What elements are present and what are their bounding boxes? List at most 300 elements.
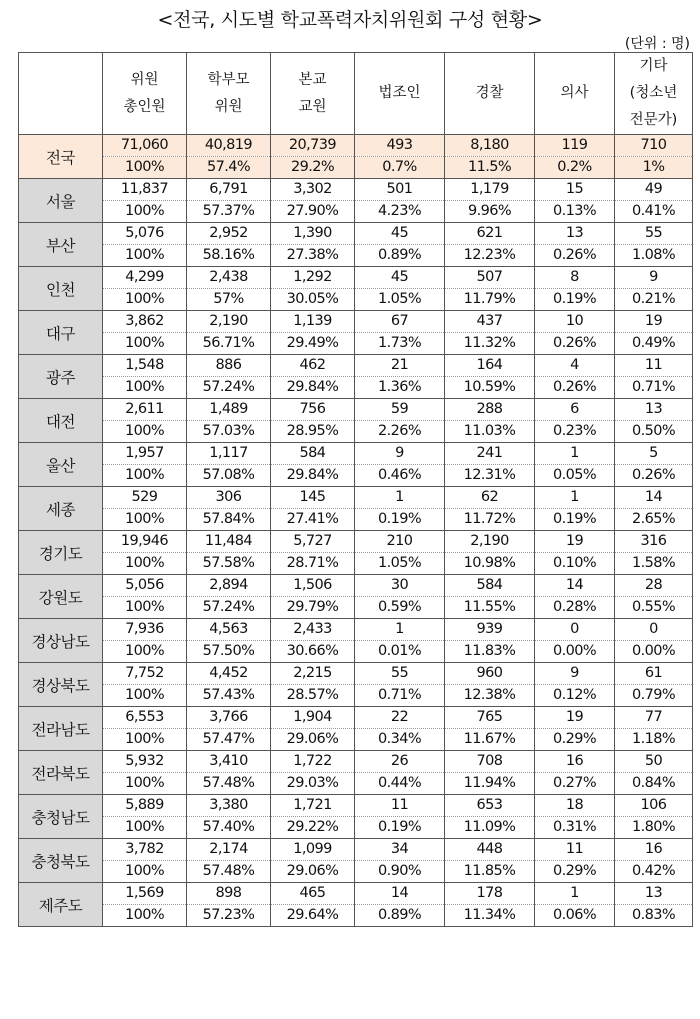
- count-cell: 306: [187, 487, 271, 509]
- percent-cell: 29.79%: [271, 597, 355, 619]
- percent-cell: 29.84%: [271, 377, 355, 399]
- percent-cell: 0.41%: [615, 201, 693, 223]
- count-cell: 2,190: [187, 311, 271, 333]
- count-cell: 1: [535, 443, 615, 465]
- percent-cell: 57.03%: [187, 421, 271, 443]
- count-cell: 1,904: [271, 707, 355, 729]
- count-cell: 164: [445, 355, 535, 377]
- count-cell: 9: [355, 443, 445, 465]
- percent-cell: 0.29%: [535, 861, 615, 883]
- percent-cell: 11.79%: [445, 289, 535, 311]
- percent-cell: 28.95%: [271, 421, 355, 443]
- percent-cell: 11.94%: [445, 773, 535, 795]
- percent-cell: 10.59%: [445, 377, 535, 399]
- count-cell: 11,837: [103, 179, 187, 201]
- percent-cell: 0.28%: [535, 597, 615, 619]
- header-label: (청소년: [629, 85, 678, 101]
- percent-cell: 57.48%: [187, 861, 271, 883]
- region-name: 경상북도: [19, 663, 103, 707]
- percent-cell: 12.31%: [445, 465, 535, 487]
- percent-cell: 30.66%: [271, 641, 355, 663]
- percent-cell: 11.09%: [445, 817, 535, 839]
- count-cell: 59: [355, 399, 445, 421]
- region-percent-row: [19, 773, 693, 795]
- percent-cell: 100%: [103, 685, 187, 707]
- header-label: 전문가): [629, 112, 678, 128]
- count-cell: 19: [535, 531, 615, 553]
- percent-cell: 27.90%: [271, 201, 355, 223]
- count-cell: 8: [535, 267, 615, 289]
- count-cell: 2,438: [187, 267, 271, 289]
- percent-cell: 0.46%: [355, 465, 445, 487]
- count-cell: 3,766: [187, 707, 271, 729]
- percent-cell: 0.83%: [615, 905, 693, 927]
- region-percent-row: [19, 421, 693, 443]
- percent-cell: 57.47%: [187, 729, 271, 751]
- percent-cell: 1.80%: [615, 817, 693, 839]
- header-total-members: [103, 53, 187, 135]
- percent-cell: 0.90%: [355, 861, 445, 883]
- region-count-row: [19, 179, 693, 201]
- percent-cell: 0.13%: [535, 201, 615, 223]
- count-cell: 529: [103, 487, 187, 509]
- percent-cell: 100%: [103, 421, 187, 443]
- count-cell: 26: [355, 751, 445, 773]
- percent-cell: 100%: [103, 201, 187, 223]
- region-count-row: [19, 619, 693, 641]
- count-cell: 1,099: [271, 839, 355, 861]
- header-label: 경찰: [475, 85, 504, 101]
- region-percent-row: [19, 289, 693, 311]
- region-name: 부산: [19, 223, 103, 267]
- percent-cell: 1.73%: [355, 333, 445, 355]
- percent-cell: 57.24%: [187, 377, 271, 399]
- count-cell: 3,862: [103, 311, 187, 333]
- percent-cell: 0.05%: [535, 465, 615, 487]
- count-cell: 5,727: [271, 531, 355, 553]
- page-title: <전국, 시도별 학교폭력자치위원회 구성 현황>: [157, 9, 543, 31]
- count-cell: 11,484: [187, 531, 271, 553]
- count-cell: 2,433: [271, 619, 355, 641]
- percent-cell: 57.08%: [187, 465, 271, 487]
- percent-cell: 29.03%: [271, 773, 355, 795]
- region-percent-row: [19, 201, 693, 223]
- count-cell: 15: [535, 179, 615, 201]
- percent-cell: 29.64%: [271, 905, 355, 927]
- percent-cell: 100%: [103, 245, 187, 267]
- count-cell: 507: [445, 267, 535, 289]
- count-cell: 7,936: [103, 619, 187, 641]
- count-cell: 21: [355, 355, 445, 377]
- region-name: 경상남도: [19, 619, 103, 663]
- count-cell: 1,721: [271, 795, 355, 817]
- region-name: 경기도: [19, 531, 103, 575]
- percent-cell: 100%: [103, 773, 187, 795]
- count-cell: 67: [355, 311, 445, 333]
- count-cell: 437: [445, 311, 535, 333]
- header-legal-experts: [355, 53, 445, 135]
- count-cell: 6,791: [187, 179, 271, 201]
- count-cell: 584: [271, 443, 355, 465]
- region-percent-row: [19, 641, 693, 663]
- count-cell: 19: [615, 311, 693, 333]
- count-cell: 119: [535, 135, 615, 157]
- percent-cell: 29.22%: [271, 817, 355, 839]
- count-cell: 8,180: [445, 135, 535, 157]
- region-name: 강원도: [19, 575, 103, 619]
- percent-cell: 100%: [103, 553, 187, 575]
- region-percent-row: [19, 377, 693, 399]
- header-others: [615, 53, 693, 135]
- region-count-row: [19, 531, 693, 553]
- count-cell: 5: [615, 443, 693, 465]
- percent-cell: 1.05%: [355, 289, 445, 311]
- count-cell: 2,611: [103, 399, 187, 421]
- region-name: 세종: [19, 487, 103, 531]
- count-cell: 62: [445, 487, 535, 509]
- region-percent-row: [19, 861, 693, 883]
- count-cell: 653: [445, 795, 535, 817]
- region-name: 제주도: [19, 883, 103, 927]
- count-cell: 14: [355, 883, 445, 905]
- count-cell: 1,390: [271, 223, 355, 245]
- percent-cell: 9.96%: [445, 201, 535, 223]
- percent-cell: 1.08%: [615, 245, 693, 267]
- region-name: 전라남도: [19, 707, 103, 751]
- count-cell: 16: [615, 839, 693, 861]
- percent-cell: 0.71%: [355, 685, 445, 707]
- region-percent-row: [19, 817, 693, 839]
- count-cell: 886: [187, 355, 271, 377]
- count-cell: 145: [271, 487, 355, 509]
- percent-cell: 1.18%: [615, 729, 693, 751]
- region-percent-row: [19, 333, 693, 355]
- count-cell: 448: [445, 839, 535, 861]
- count-cell: 4,299: [103, 267, 187, 289]
- percent-cell: 27.38%: [271, 245, 355, 267]
- percent-cell: 0.10%: [535, 553, 615, 575]
- percent-cell: 57.84%: [187, 509, 271, 531]
- count-cell: 465: [271, 883, 355, 905]
- region-count-row: [19, 575, 693, 597]
- region-percent-row: [19, 465, 693, 487]
- percent-cell: 56.71%: [187, 333, 271, 355]
- count-cell: 11: [355, 795, 445, 817]
- count-cell: 3,410: [187, 751, 271, 773]
- count-cell: 30: [355, 575, 445, 597]
- region-count-row: [19, 751, 693, 773]
- count-cell: 71,060: [103, 135, 187, 157]
- count-cell: 493: [355, 135, 445, 157]
- percent-cell: 0.19%: [535, 289, 615, 311]
- count-cell: 6,553: [103, 707, 187, 729]
- percent-cell: 0.79%: [615, 685, 693, 707]
- percent-cell: 0.19%: [355, 817, 445, 839]
- percent-cell: 100%: [103, 289, 187, 311]
- count-cell: 0: [615, 619, 693, 641]
- percent-cell: 0.34%: [355, 729, 445, 751]
- percent-cell: 10.98%: [445, 553, 535, 575]
- count-cell: 210: [355, 531, 445, 553]
- count-cell: 2,215: [271, 663, 355, 685]
- percent-cell: 11.5%: [445, 157, 535, 179]
- count-cell: 55: [615, 223, 693, 245]
- unit-note: (단위 : 명): [624, 36, 690, 52]
- percent-cell: 0.71%: [615, 377, 693, 399]
- region-count-row: [19, 267, 693, 289]
- region-count-row: [19, 311, 693, 333]
- header-label: 의사: [560, 85, 589, 101]
- count-cell: 19,946: [103, 531, 187, 553]
- region-name: 충청북도: [19, 839, 103, 883]
- percent-cell: 100%: [103, 509, 187, 531]
- header-label: 총인원: [123, 98, 166, 115]
- header-parent-members: [187, 53, 271, 135]
- table-body: [19, 135, 693, 927]
- count-cell: 13: [615, 883, 693, 905]
- region-count-row: [19, 223, 693, 245]
- header-label: 위원: [214, 98, 243, 115]
- percent-cell: 11.67%: [445, 729, 535, 751]
- header-label: 본교: [298, 71, 327, 88]
- percent-cell: 1.58%: [615, 553, 693, 575]
- count-cell: 765: [445, 707, 535, 729]
- percent-cell: 1%: [615, 157, 693, 179]
- percent-cell: 57%: [187, 289, 271, 311]
- percent-cell: 57.4%: [187, 157, 271, 179]
- percent-cell: 11.03%: [445, 421, 535, 443]
- percent-cell: 1.36%: [355, 377, 445, 399]
- region-count-row: [19, 135, 693, 157]
- count-cell: 178: [445, 883, 535, 905]
- percent-cell: 28.57%: [271, 685, 355, 707]
- count-cell: 898: [187, 883, 271, 905]
- count-cell: 1,548: [103, 355, 187, 377]
- count-cell: 28: [615, 575, 693, 597]
- count-cell: 61: [615, 663, 693, 685]
- header-label: 기타: [639, 58, 668, 74]
- region-percent-row: [19, 597, 693, 619]
- count-cell: 501: [355, 179, 445, 201]
- percent-cell: 57.24%: [187, 597, 271, 619]
- percent-cell: 0.01%: [355, 641, 445, 663]
- region-count-row: [19, 355, 693, 377]
- region-name: 대전: [19, 399, 103, 443]
- count-cell: 6: [535, 399, 615, 421]
- count-cell: 19: [535, 707, 615, 729]
- percent-cell: 27.41%: [271, 509, 355, 531]
- percent-cell: 100%: [103, 377, 187, 399]
- percent-cell: 57.58%: [187, 553, 271, 575]
- percent-cell: 100%: [103, 905, 187, 927]
- count-cell: 710: [615, 135, 693, 157]
- count-cell: 1: [535, 487, 615, 509]
- percent-cell: 0.00%: [615, 641, 693, 663]
- percent-cell: 0.59%: [355, 597, 445, 619]
- percent-cell: 11.72%: [445, 509, 535, 531]
- region-percent-row: [19, 905, 693, 927]
- region-count-row: [19, 487, 693, 509]
- percent-cell: 11.55%: [445, 597, 535, 619]
- count-cell: 241: [445, 443, 535, 465]
- region-count-row: [19, 399, 693, 421]
- region-percent-row: [19, 157, 693, 179]
- region-name: 서울: [19, 179, 103, 223]
- region-percent-row: [19, 729, 693, 751]
- region-percent-row: [19, 509, 693, 531]
- header-school-teachers: [271, 53, 355, 135]
- count-cell: 960: [445, 663, 535, 685]
- count-cell: 1,292: [271, 267, 355, 289]
- region-count-row: [19, 443, 693, 465]
- count-cell: 49: [615, 179, 693, 201]
- count-cell: 34: [355, 839, 445, 861]
- count-cell: 10: [535, 311, 615, 333]
- region-name: 충청남도: [19, 795, 103, 839]
- count-cell: 1,957: [103, 443, 187, 465]
- count-cell: 1,179: [445, 179, 535, 201]
- count-cell: 708: [445, 751, 535, 773]
- region-name: 전라북도: [19, 751, 103, 795]
- region-percent-row: [19, 245, 693, 267]
- count-cell: 2,190: [445, 531, 535, 553]
- count-cell: 11: [615, 355, 693, 377]
- header-doctors: [535, 53, 615, 135]
- count-cell: 16: [535, 751, 615, 773]
- count-cell: 4,452: [187, 663, 271, 685]
- percent-cell: 57.50%: [187, 641, 271, 663]
- count-cell: 1,489: [187, 399, 271, 421]
- percent-cell: 100%: [103, 641, 187, 663]
- count-cell: 13: [535, 223, 615, 245]
- header-label: 교원: [298, 98, 327, 115]
- percent-cell: 0.26%: [615, 465, 693, 487]
- count-cell: 3,380: [187, 795, 271, 817]
- count-cell: 756: [271, 399, 355, 421]
- percent-cell: 0.89%: [355, 245, 445, 267]
- count-cell: 316: [615, 531, 693, 553]
- percent-cell: 12.38%: [445, 685, 535, 707]
- percent-cell: 0.23%: [535, 421, 615, 443]
- region-name: 대구: [19, 311, 103, 355]
- percent-cell: 100%: [103, 157, 187, 179]
- count-cell: 5,076: [103, 223, 187, 245]
- count-cell: 462: [271, 355, 355, 377]
- count-cell: 20,739: [271, 135, 355, 157]
- count-cell: 106: [615, 795, 693, 817]
- count-cell: 5,889: [103, 795, 187, 817]
- region-name: 울산: [19, 443, 103, 487]
- percent-cell: 0.19%: [355, 509, 445, 531]
- percent-cell: 4.23%: [355, 201, 445, 223]
- percent-cell: 57.43%: [187, 685, 271, 707]
- count-cell: 11: [535, 839, 615, 861]
- header-label: 학부모: [207, 71, 250, 88]
- count-cell: 584: [445, 575, 535, 597]
- percent-cell: 30.05%: [271, 289, 355, 311]
- count-cell: 22: [355, 707, 445, 729]
- committee-composition-table: [18, 52, 693, 927]
- count-cell: 0: [535, 619, 615, 641]
- percent-cell: 0.44%: [355, 773, 445, 795]
- percent-cell: 100%: [103, 729, 187, 751]
- percent-cell: 100%: [103, 465, 187, 487]
- percent-cell: 100%: [103, 817, 187, 839]
- percent-cell: 57.37%: [187, 201, 271, 223]
- percent-cell: 11.83%: [445, 641, 535, 663]
- percent-cell: 0.06%: [535, 905, 615, 927]
- count-cell: 2,952: [187, 223, 271, 245]
- percent-cell: 0.00%: [535, 641, 615, 663]
- region-percent-row: [19, 553, 693, 575]
- count-cell: 45: [355, 267, 445, 289]
- percent-cell: 57.23%: [187, 905, 271, 927]
- percent-cell: 11.34%: [445, 905, 535, 927]
- count-cell: 77: [615, 707, 693, 729]
- percent-cell: 29.06%: [271, 729, 355, 751]
- percent-cell: 0.26%: [535, 333, 615, 355]
- percent-cell: 29.06%: [271, 861, 355, 883]
- percent-cell: 11.85%: [445, 861, 535, 883]
- region-count-row: [19, 707, 693, 729]
- percent-cell: 2.26%: [355, 421, 445, 443]
- header-police: [445, 53, 535, 135]
- count-cell: 1,139: [271, 311, 355, 333]
- count-cell: 13: [615, 399, 693, 421]
- percent-cell: 0.26%: [535, 245, 615, 267]
- percent-cell: 0.42%: [615, 861, 693, 883]
- count-cell: 1,722: [271, 751, 355, 773]
- count-cell: 288: [445, 399, 535, 421]
- header-row: [19, 53, 693, 135]
- count-cell: 4,563: [187, 619, 271, 641]
- count-cell: 14: [615, 487, 693, 509]
- percent-cell: 0.89%: [355, 905, 445, 927]
- region-count-row: [19, 839, 693, 861]
- count-cell: 621: [445, 223, 535, 245]
- count-cell: 939: [445, 619, 535, 641]
- percent-cell: 0.50%: [615, 421, 693, 443]
- count-cell: 1,117: [187, 443, 271, 465]
- count-cell: 18: [535, 795, 615, 817]
- count-cell: 1: [355, 487, 445, 509]
- region-percent-row: [19, 685, 693, 707]
- percent-cell: 100%: [103, 861, 187, 883]
- header-label: 법조인: [378, 85, 421, 101]
- percent-cell: 28.71%: [271, 553, 355, 575]
- count-cell: 9: [615, 267, 693, 289]
- count-cell: 1: [355, 619, 445, 641]
- count-cell: 1,569: [103, 883, 187, 905]
- percent-cell: 0.27%: [535, 773, 615, 795]
- percent-cell: 0.7%: [355, 157, 445, 179]
- count-cell: 1: [535, 883, 615, 905]
- region-name: 인천: [19, 267, 103, 311]
- percent-cell: 57.40%: [187, 817, 271, 839]
- percent-cell: 29.2%: [271, 157, 355, 179]
- region-count-row: [19, 795, 693, 817]
- percent-cell: 0.55%: [615, 597, 693, 619]
- count-cell: 3,302: [271, 179, 355, 201]
- percent-cell: 0.26%: [535, 377, 615, 399]
- percent-cell: 0.49%: [615, 333, 693, 355]
- count-cell: 7,752: [103, 663, 187, 685]
- percent-cell: 57.48%: [187, 773, 271, 795]
- percent-cell: 11.32%: [445, 333, 535, 355]
- count-cell: 3,782: [103, 839, 187, 861]
- count-cell: 9: [535, 663, 615, 685]
- percent-cell: 100%: [103, 333, 187, 355]
